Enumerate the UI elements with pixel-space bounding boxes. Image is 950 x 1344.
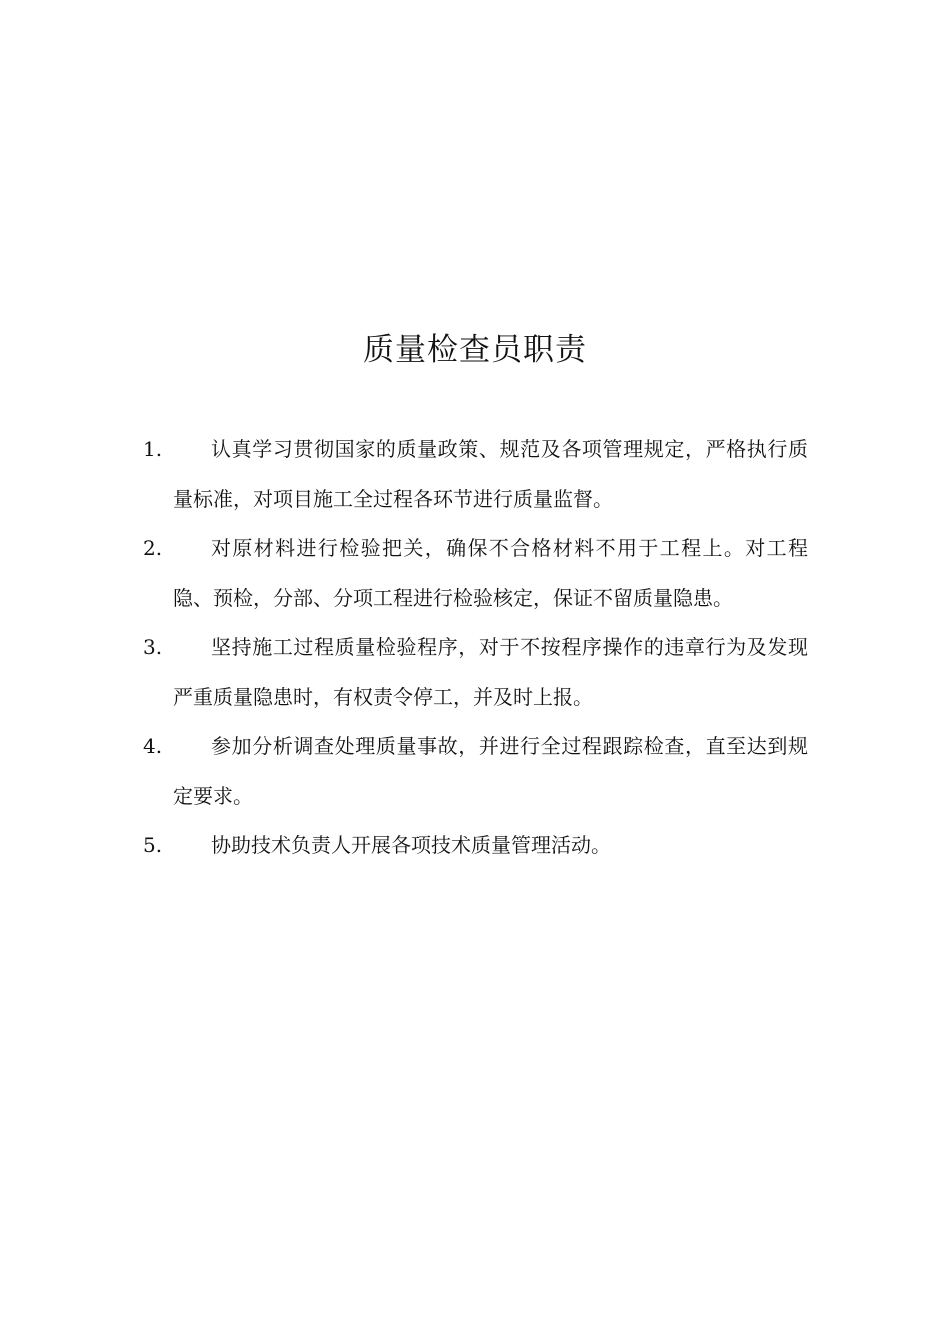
- document-title: 质量检查员职责: [363, 332, 587, 368]
- list-item-text: 坚持施工过程质量检验程序，对于不按程序操作的违章行为及发现严重质量隐患时，有权责令停工，并及时上报。: [173, 635, 808, 709]
- list-item: [143, 425, 808, 524]
- list-item-text: 认真学习贯彻国家的质量政策、规范及各项管理规定，严格执行质量标准，对项目施工全过程各环节进行质量监督。: [173, 437, 808, 511]
- list-item-number: 4.: [143, 734, 163, 758]
- list-item-text: 参加分析调查处理质量事故，并进行全过程跟踪检查，直至达到规定要求。: [173, 734, 808, 808]
- list-item-number: 1.: [143, 437, 163, 461]
- list-item-number: 5.: [143, 833, 163, 857]
- list-item: [143, 524, 808, 623]
- list-item: [143, 722, 808, 821]
- duty-list: [143, 425, 808, 871]
- list-item-text: 协助技术负责人开展各项技术质量管理活动。: [211, 833, 611, 857]
- list-item-number: 2.: [143, 536, 163, 560]
- list-item-number: 3.: [143, 635, 163, 659]
- list-item: [143, 821, 808, 871]
- list-item-text: 对原材料进行检验把关，确保不合格材料不用于工程上。对工程隐、预检，分部、分项工程进行检验核定，保证不留质量隐患。: [173, 536, 808, 610]
- list-item: [143, 623, 808, 722]
